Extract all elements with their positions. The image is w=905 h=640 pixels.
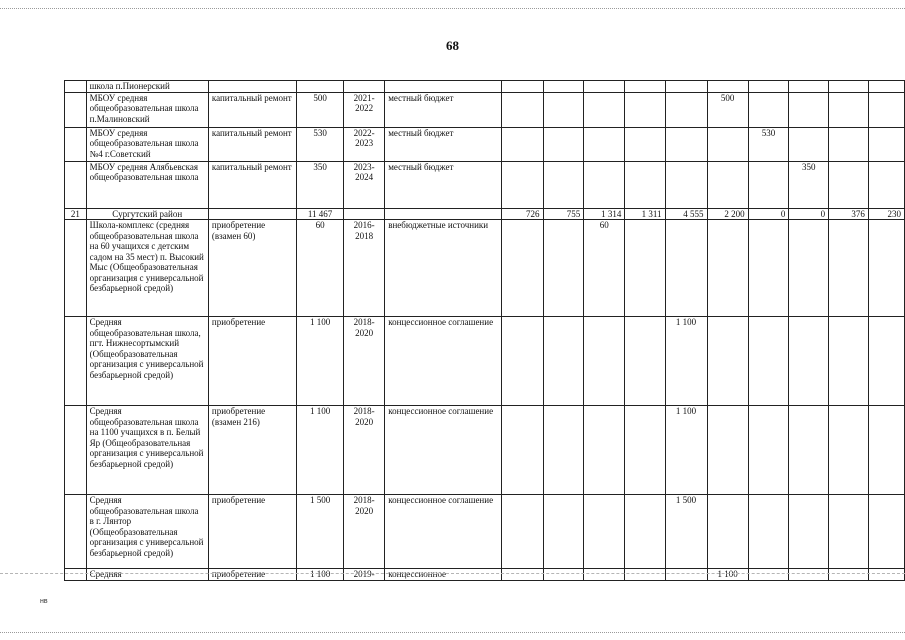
cell-year-value (543, 495, 584, 569)
cell-amount: 500 (297, 92, 344, 127)
cell-year-value: 1 100 (707, 569, 748, 581)
cell-year-value (584, 161, 625, 208)
cell-year-value (707, 161, 748, 208)
cell-object-name: Школа-комплекс (средняя общеобразовательная школа на 60 учащихся с детским садом на 35 мест) п. Высокий Мыс (Общеобразовательная организация с универсальной безбарьерной средой) (86, 220, 208, 317)
cell-year-value (625, 92, 665, 127)
cell-year-value (829, 406, 869, 495)
cell-year-value (868, 92, 904, 127)
cell-object-name: МБОУ средняя Алябьевская общеобразовательная школа (86, 161, 208, 208)
cell-year-value (829, 92, 869, 127)
cell-year-value (707, 127, 748, 161)
cell-district-name: Сургутский район (86, 208, 208, 220)
cell-year-value (868, 161, 904, 208)
cell-amount: 1 500 (297, 495, 344, 569)
cell-year-value (789, 127, 829, 161)
cell-period: 2021-2022 (344, 92, 385, 127)
page-number: 68 (446, 38, 459, 53)
cell-source: местный бюджет (385, 92, 502, 127)
cell-year-value: 1 311 (625, 208, 665, 220)
cell-number (65, 220, 87, 317)
cell-year-value: 530 (748, 127, 789, 161)
cell-year-value (707, 317, 748, 406)
investment-table (64, 80, 905, 581)
cell-action: приобретение (взамен 216) (208, 406, 296, 495)
cell-object-name: МБОУ средняя общеобразовательная школа №4 г.Советский (86, 127, 208, 161)
cell-period: 2023-2024 (344, 161, 385, 208)
table-row (65, 495, 905, 569)
cell-year-value (789, 220, 829, 317)
cell-amount: 530 (297, 127, 344, 161)
cell-object-name: МБОУ средняя общеобразовательная школа п.Малиновский (86, 92, 208, 127)
cell-year-value (829, 220, 869, 317)
cell-year-value (748, 92, 789, 127)
table-row (65, 127, 905, 161)
cell-action: капитальный ремонт (208, 127, 296, 161)
cell-year-value: 0 (789, 208, 829, 220)
cell-object-name: Средняя общеобразовательная школа, пгт. Нижнесортымский (Общеобразовательная организация с универсальной безбарьерной средой) (86, 317, 208, 406)
cell-number: 21 (65, 208, 87, 220)
cell-period (344, 81, 385, 93)
cell-year-value (625, 161, 665, 208)
cell-year-value (543, 92, 584, 127)
cell-year-value (501, 161, 543, 208)
cell-year-value (665, 127, 707, 161)
cell-amount: 1 100 (297, 406, 344, 495)
cell-source: концессионное соглашение (385, 317, 502, 406)
cell-number (65, 92, 87, 127)
cell-year-value (625, 81, 665, 93)
cell-year-value: 60 (584, 220, 625, 317)
cell-year-value (625, 127, 665, 161)
cell-year-value (665, 81, 707, 93)
cell-year-value (665, 161, 707, 208)
cell-year-value (625, 220, 665, 317)
cell-amount: 1 100 (297, 317, 344, 406)
cell-year-value (543, 406, 584, 495)
cell-source: местный бюджет (385, 127, 502, 161)
cell-period: 2022-2023 (344, 127, 385, 161)
cell-year-value (748, 220, 789, 317)
cell-year-value (665, 92, 707, 127)
cell-year-value: 0 (748, 208, 789, 220)
cell-object-name: Средняя общеобразовательная школа в г. Лянтор (Общеобразовательная организация с универсальной безбарьерной средой) (86, 495, 208, 569)
cell-year-value: 726 (501, 208, 543, 220)
cell-year-value (501, 81, 543, 93)
cell-year-value (829, 81, 869, 93)
cell-year-value (789, 81, 829, 93)
cell-year-value (748, 81, 789, 93)
cell-period: 2018-2020 (344, 317, 385, 406)
cell-number (65, 317, 87, 406)
cell-source: внебюджетные источники (385, 220, 502, 317)
cell-year-value (584, 317, 625, 406)
cell-source: концессионное соглашение (385, 495, 502, 569)
cell-year-value (748, 495, 789, 569)
cell-year-value (868, 495, 904, 569)
cell-year-value: 1 100 (665, 406, 707, 495)
cell-year-value (829, 127, 869, 161)
cell-year-value: 376 (829, 208, 869, 220)
cell-year-value: 350 (789, 161, 829, 208)
table-total-row (65, 208, 905, 220)
cell-year-value (584, 81, 625, 93)
cell-year-value (868, 127, 904, 161)
cell-year-value: 1 100 (665, 317, 707, 406)
cell-year-value (707, 220, 748, 317)
cell-year-value (543, 317, 584, 406)
scan-edge-bottom (0, 632, 905, 634)
cell-action: приобретение (208, 569, 296, 581)
cell-object-name: Средняя (86, 569, 208, 581)
cell-year-value (789, 495, 829, 569)
table-row (65, 317, 905, 406)
cell-amount: 11 467 (297, 208, 344, 220)
table-row (65, 406, 905, 495)
cell-period (344, 208, 385, 220)
cell-year-value (543, 127, 584, 161)
cell-year-value (868, 81, 904, 93)
cell-action (208, 81, 296, 93)
cell-year-value (829, 317, 869, 406)
cell-year-value: 755 (543, 208, 584, 220)
cell-number (65, 161, 87, 208)
cell-year-value (748, 317, 789, 406)
cell-year-value (501, 406, 543, 495)
cell-year-value (789, 317, 829, 406)
cell-year-value (868, 317, 904, 406)
cell-number (65, 495, 87, 569)
table-row (65, 220, 905, 317)
table-row (65, 92, 905, 127)
cell-object-name: Средняя общеобразовательная школа на 1100 учащихся в п. Белый Яр (Общеобразовательная организация с универсальной безбарьерной средой) (86, 406, 208, 495)
cell-year-value (707, 495, 748, 569)
cell-year-value (584, 495, 625, 569)
cell-source: концессионное соглашение (385, 406, 502, 495)
cell-period: 2019- (344, 569, 385, 581)
cell-amount: 350 (297, 161, 344, 208)
cell-year-value: 4 555 (665, 208, 707, 220)
cell-source (385, 208, 502, 220)
cell-year-value (665, 220, 707, 317)
cell-year-value: 1 500 (665, 495, 707, 569)
cell-period: 2016-2018 (344, 220, 385, 317)
cell-object-name: школа п.Пионерский (86, 81, 208, 93)
cell-year-value (625, 317, 665, 406)
cell-number (65, 406, 87, 495)
cell-year-value (868, 406, 904, 495)
cell-number (65, 81, 87, 93)
cell-year-value (868, 220, 904, 317)
cell-action: приобретение (208, 495, 296, 569)
cell-amount (297, 81, 344, 93)
cell-period: 2018-2020 (344, 495, 385, 569)
cell-year-value (829, 495, 869, 569)
scan-edge-top (0, 8, 905, 10)
cell-year-value (584, 406, 625, 495)
cell-year-value (748, 406, 789, 495)
cell-period: 2018-2020 (344, 406, 385, 495)
cell-year-value (501, 495, 543, 569)
cell-source: местный бюджет (385, 161, 502, 208)
cell-year-value (625, 406, 665, 495)
cell-year-value (501, 92, 543, 127)
cell-year-value (501, 127, 543, 161)
cell-number (65, 127, 87, 161)
cell-year-value (543, 220, 584, 317)
cell-source (385, 81, 502, 93)
table-row (65, 161, 905, 208)
cell-year-value (501, 220, 543, 317)
cell-action: приобретение (208, 317, 296, 406)
cell-amount: 60 (297, 220, 344, 317)
cell-year-value (748, 161, 789, 208)
cell-source: концессионное (385, 569, 502, 581)
cell-year-value (543, 81, 584, 93)
table-row (65, 81, 905, 93)
cell-action (208, 208, 296, 220)
cell-year-value (584, 92, 625, 127)
cell-action: приобретение (взамен 60) (208, 220, 296, 317)
cell-action: капитальный ремонт (208, 92, 296, 127)
cell-action: капитальный ремонт (208, 161, 296, 208)
scan-fold-line (0, 573, 905, 575)
cell-year-value: 230 (868, 208, 904, 220)
cell-year-value (829, 161, 869, 208)
cell-year-value (707, 406, 748, 495)
cell-year-value (625, 495, 665, 569)
cell-year-value: 1 314 (584, 208, 625, 220)
cell-year-value: 500 (707, 92, 748, 127)
cell-year-value (789, 92, 829, 127)
footer-mark: нв (40, 598, 48, 605)
cell-year-value (501, 317, 543, 406)
cell-amount: 1 100 (297, 569, 344, 581)
cell-year-value: 2 200 (707, 208, 748, 220)
cell-year-value (543, 161, 584, 208)
cell-year-value (584, 127, 625, 161)
cell-year-value (789, 406, 829, 495)
cell-year-value (707, 81, 748, 93)
